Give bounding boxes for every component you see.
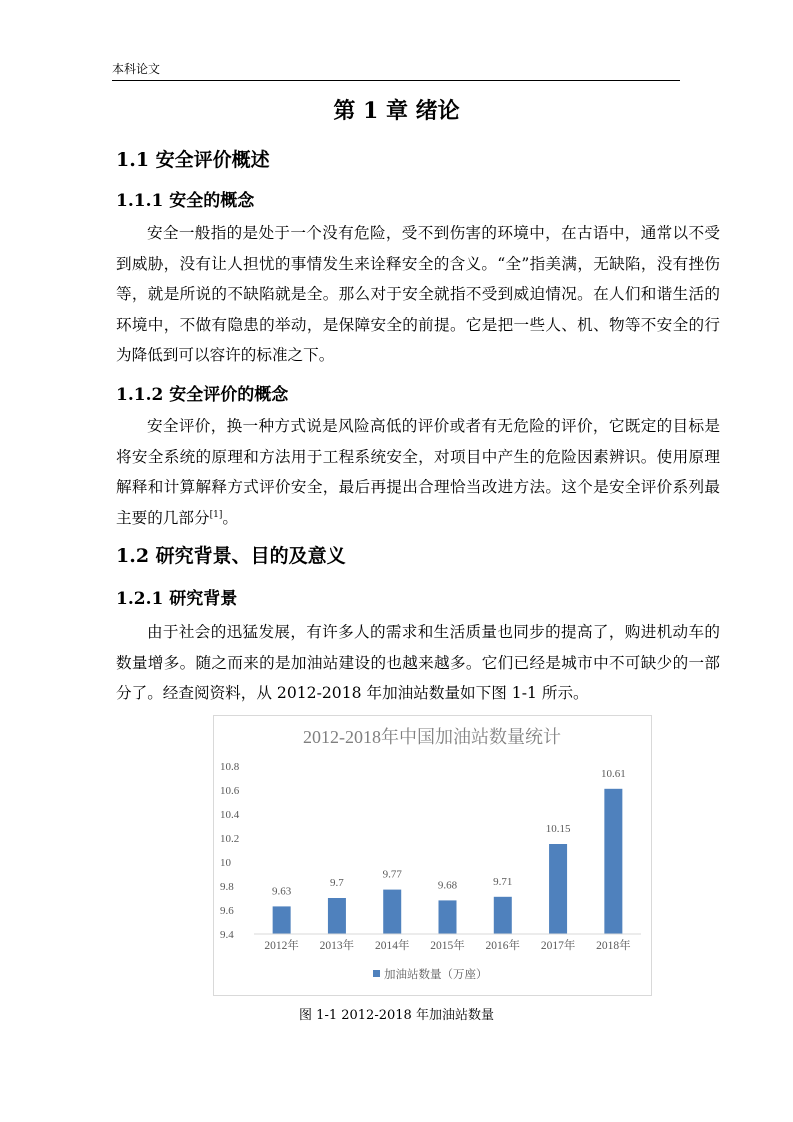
x-tick-label: 2012年: [264, 940, 299, 952]
data-label: 9.77: [382, 868, 402, 881]
x-tick-label: 2016年: [485, 940, 521, 952]
paragraph-body-text: 安全评价，换一种方式说是风险高低的评价或者有无危险的评价，它既定的目标是将安全系统的原理和方法用于工程系统安全，对项目中产生的危险因素辨识。使用原理解释和计算解释方式评价安全，最后再提出合理恰当改进方法。这个是安全评价系列最主要的几部分: [116, 417, 720, 527]
data-label: 9.71: [493, 875, 513, 888]
section-heading-1-1: 1.1 安全评价概述: [116, 149, 270, 171]
x-tick-label: 2013年: [319, 940, 355, 952]
chapter-title: 第 1 章 绪论: [333, 98, 460, 124]
bar: [383, 890, 401, 934]
y-tick-label: 9.8: [220, 881, 234, 893]
x-tick-label: 2018年: [596, 940, 631, 952]
bar: [549, 844, 567, 934]
header-rule: [112, 80, 680, 81]
y-tick-label: 10: [220, 857, 231, 869]
y-tick-label: 10.6: [220, 785, 240, 797]
y-tick-label: 9.6: [220, 905, 234, 917]
paragraph-research-background: 由于社会的迅猛发展，有许多人的需求和生活质量也同步的提高了，购进机动车的数量增多。随之而来的是加油站建设的也越来越多。它们已经是城市中不可缺少的一部分了。经查阅资料，从 2012-2018 年加油站数量如下图 1-1 所示。: [116, 623, 720, 702]
page-header-label: 本科论文: [112, 62, 161, 76]
bar: [273, 906, 291, 934]
data-label: 9.68: [437, 879, 458, 892]
section-heading-1-1-1: 1.1.1 安全的概念: [116, 191, 255, 211]
citation-ref: [1]: [209, 509, 223, 520]
y-tick-label: 10.4: [220, 809, 240, 821]
chart-title: 2012-2018年中国加油站数量统计: [303, 727, 561, 747]
chart-figure: [213, 715, 652, 996]
paragraph-safety-evaluation: [116, 411, 720, 533]
bar: [494, 897, 512, 934]
x-tick-label: 2014年: [374, 940, 410, 952]
bar: [439, 900, 457, 934]
legend-swatch: [373, 970, 380, 977]
bar: [328, 898, 346, 934]
section-heading-1-2: 1.2 研究背景、目的及意义: [116, 545, 346, 567]
bar: [604, 789, 622, 934]
legend-label: 加油站数量（万座）: [384, 969, 488, 981]
paragraph-safety-concept: 安全一般指的是处于一个没有危险，受不到伤害的环境中，在古语中，通常以不受到威胁，没有让人担忧的事情发生来诠释安全的含义。“全”指美满，无缺陷，没有挫伤等，就是所说的不缺陷就是全。那么对于安全就指不受到威迫情况。在人们和谐生活的环境中，不做有隐患的举动，是保障安全的前提。它是把一些人、机、物等不安全的行为降低到可以容许的标准之下。: [116, 224, 720, 364]
paragraph-tail: 。: [222, 508, 238, 527]
data-label: 9.63: [272, 885, 292, 898]
x-tick-label: 2015年: [430, 940, 465, 952]
y-tick-label: 9.4: [220, 929, 234, 941]
bar-chart: [214, 716, 651, 995]
figure-caption: 图 1-1 2012-2018 年加油站数量: [299, 1008, 494, 1023]
section-heading-1-2-1: 1.2.1 研究背景: [116, 589, 238, 609]
y-tick-label: 10.2: [220, 833, 240, 845]
data-label: 10.15: [545, 823, 571, 835]
x-tick-label: 2017年: [540, 940, 576, 952]
data-label: 9.7: [330, 877, 344, 889]
y-tick-label: 10.8: [220, 761, 240, 773]
data-label: 10.61: [600, 767, 626, 780]
section-heading-1-1-2: 1.1.2 安全评价的概念: [116, 385, 289, 405]
